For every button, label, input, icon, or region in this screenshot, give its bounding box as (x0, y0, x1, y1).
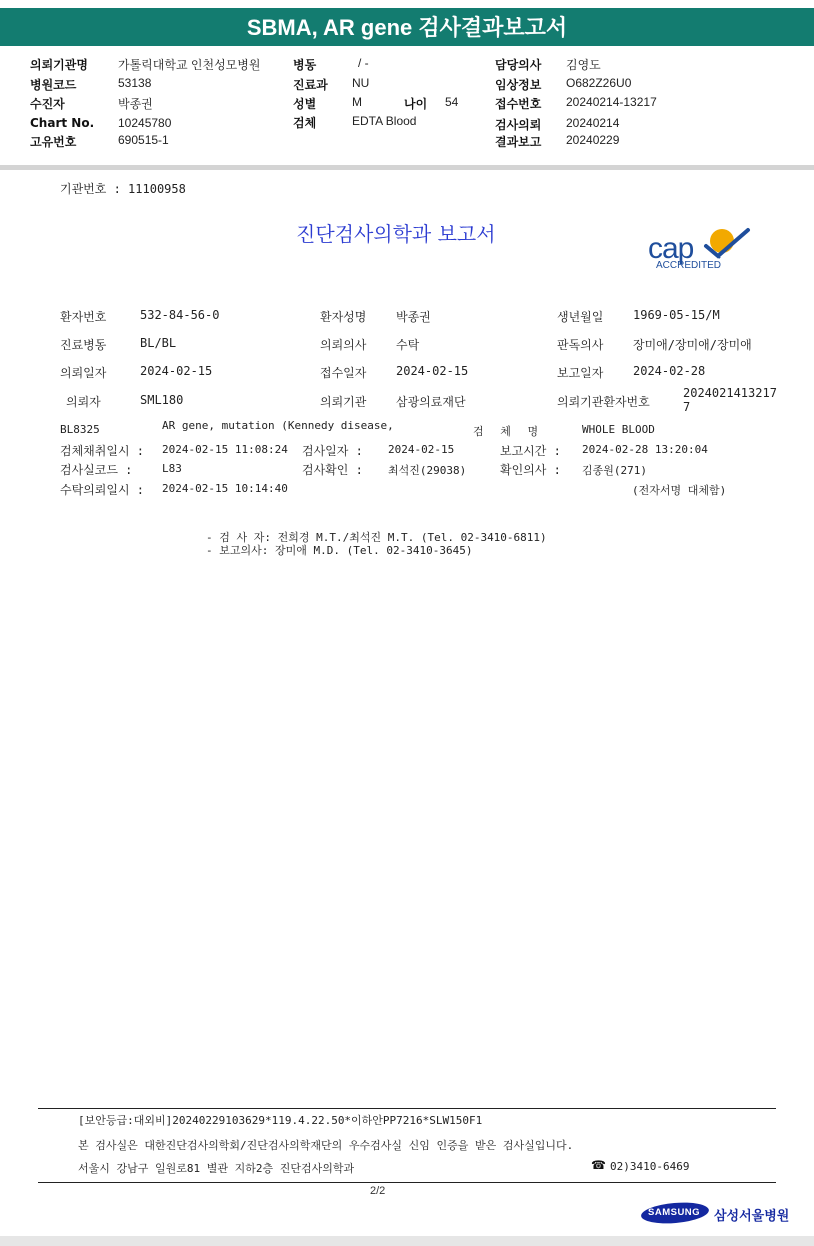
grid-value-report-date: 2024-02-28 (633, 364, 706, 378)
header-value-accession-no: 20240214-13217 (566, 95, 657, 109)
footer-top-rule (38, 1108, 776, 1109)
detail-label-lab-code: 검사실코드 : (60, 463, 133, 477)
header-value-request-date: 20240214 (566, 116, 620, 130)
header-label-department: 진료과 (293, 78, 328, 92)
header-label-hospital-code: 병원코드 (30, 78, 77, 92)
header-label-result-date: 결과보고 (495, 135, 542, 149)
detail-label-report-time: 보고시간 : (500, 444, 561, 458)
header-label-hospital: 의뢰기관명 (30, 58, 88, 72)
header-value-patient: 박종권 (118, 97, 153, 111)
detail-label-consign-time: 수탁의뢰일시 : (60, 483, 145, 497)
grid-value-reading-doctor: 장미애/장미애/장미애 (633, 338, 752, 352)
grid-value-ward: BL/BL (140, 336, 177, 350)
header-label-doctor: 담당의사 (495, 58, 542, 72)
header-value-doctor: 김영도 (566, 58, 601, 72)
address-line: 서울시 강남구 일원로81 별관 지하2층 진단검사의학과 (78, 1162, 355, 1175)
report-header-title: SBMA, AR gene 검사결과보고서 (0, 8, 814, 46)
grid-value-patient-name: 박종권 (396, 310, 431, 324)
grid-label-requesting-org: 의뢰기관 (320, 395, 367, 409)
header-value-result-date: 20240229 (566, 133, 620, 147)
page-number: 2/2 (370, 1185, 386, 1197)
detail-label-collection-time: 검체채취일시 : (60, 444, 145, 458)
staff-tester-line: - 검 사 자: 전희경 M.T./최석진 M.T. (Tel. 02-3410-6811) (206, 531, 547, 544)
header-label-age: 나이 (404, 97, 428, 111)
samsung-logo (640, 1202, 710, 1224)
header-value-hospital-code: 53138 (118, 76, 152, 90)
header-value-chart-no: 10245780 (118, 116, 172, 130)
report-title: 진단검사의학과 보고서 (296, 222, 496, 246)
test-code: BL8325 (60, 423, 100, 436)
grid-value-org-patient-no: 20240214132177 (683, 386, 777, 414)
detail-label-verified-by: 검사확인 : (302, 463, 363, 477)
header-value-specimen: EDTA Blood (352, 114, 417, 128)
grid-label-org-patient-no: 의뢰기관환자번호 (557, 395, 650, 409)
detail-value-report-time: 2024-02-28 13:20:04 (582, 443, 708, 456)
grid-value-requester: SML180 (140, 393, 184, 407)
grid-label-patient-name: 환자성명 (320, 310, 367, 324)
header-label-request-date: 검사의뢰 (495, 118, 542, 132)
header-label-accession-no: 접수번호 (495, 97, 542, 111)
grid-label-ward: 진료병동 (60, 338, 107, 352)
header-value-department: NU (352, 76, 370, 90)
detail-value-consign-time: 2024-02-15 10:14:40 (162, 482, 288, 495)
grid-value-receipt-date: 2024-02-15 (396, 364, 469, 378)
detail-value-verified-by: 최석진(29038) (388, 464, 467, 477)
header-label-specimen: 검체 (293, 116, 317, 130)
header-value-age: 54 (445, 95, 459, 109)
detail-value-test-date: 2024-02-15 (388, 443, 455, 456)
test-name: AR gene, mutation (Kennedy disease, (162, 419, 394, 432)
grid-label-patient-no: 환자번호 (60, 310, 107, 324)
header-label-ward: 병동 (293, 58, 317, 72)
grid-label-reading-doctor: 판독의사 (557, 338, 604, 352)
detail-value-collection-time: 2024-02-15 11:08:24 (162, 443, 288, 456)
grid-value-ordering-doctor: 수탁 (396, 338, 420, 352)
certification-line: 본 검사실은 대한진단검사의학회/진단검사의학재단의 우수검사실 신임 인증을 받은 검사실입니다. (78, 1139, 574, 1152)
detail-label-test-date: 검사일자 : (302, 444, 363, 458)
grid-label-requester: 의뢰자 (66, 395, 101, 409)
header-value-sex: M (352, 95, 362, 109)
phone-number: 02)3410-6469 (610, 1160, 690, 1173)
cap-logo-text: cap (648, 232, 694, 265)
grid-value-birthdate: 1969-05-15/M (633, 308, 720, 322)
footer-bottom-rule (38, 1182, 776, 1183)
grid-value-order-date: 2024-02-15 (140, 364, 213, 378)
e-signature-note: (전자서명 대체함) (632, 484, 727, 497)
header-value-hospital: 가톨릭대학교 인천성모병원 (118, 58, 261, 72)
grid-label-ordering-doctor: 의뢰의사 (320, 338, 367, 352)
staff-reporter-line: - 보고의사: 장미애 M.D. (Tel. 02-3410-3645) (206, 544, 473, 557)
header-label-clinical-info: 임상정보 (495, 78, 542, 92)
grid-label-birthdate: 생년월일 (557, 310, 604, 324)
org-number: 기관번호 : 11100958 (60, 182, 186, 196)
cap-accredited-logo (648, 226, 752, 276)
specimen-value: WHOLE BLOOD (582, 423, 655, 436)
detail-value-lab-code: L83 (162, 462, 182, 475)
header-value-ward: / - (358, 56, 369, 70)
header-value-clinical-info: O682Z26U0 (566, 76, 632, 90)
samsung-logo-text: SAMSUNG (648, 1207, 701, 1218)
header-label-patient: 수진자 (30, 97, 65, 111)
patient-info-header (0, 46, 814, 168)
grid-value-patient-no: 532-84-56-0 (140, 308, 220, 322)
phone-icon: ☎ (591, 1158, 606, 1172)
header-value-unique-no: 690515-1 (118, 133, 169, 147)
header-label-chart-no: Chart No. (30, 116, 95, 130)
page-bottom-margin (0, 1236, 814, 1246)
grid-label-order-date: 의뢰일자 (60, 366, 107, 380)
detail-label-confirming-doctor: 확인의사 : (500, 463, 561, 477)
cap-accredited-text: ACCREDITED (656, 260, 722, 271)
grid-label-report-date: 보고일자 (557, 366, 604, 380)
header-label-unique-no: 고유번호 (30, 135, 77, 149)
hospital-name: 삼성서울병원 (714, 1209, 790, 1224)
grid-value-requesting-org: 삼광의료재단 (396, 395, 466, 409)
detail-value-confirming-doctor: 김종원(271) (582, 464, 647, 477)
security-line: [보안등급:대외비]20240229103629*119.4.22.50*이하안PP7216*SLW150F1 (78, 1114, 483, 1127)
specimen-label: 검 체 명 (473, 425, 544, 438)
grid-label-receipt-date: 접수일자 (320, 366, 367, 380)
header-label-sex: 성별 (293, 97, 317, 111)
header-divider (0, 165, 814, 170)
